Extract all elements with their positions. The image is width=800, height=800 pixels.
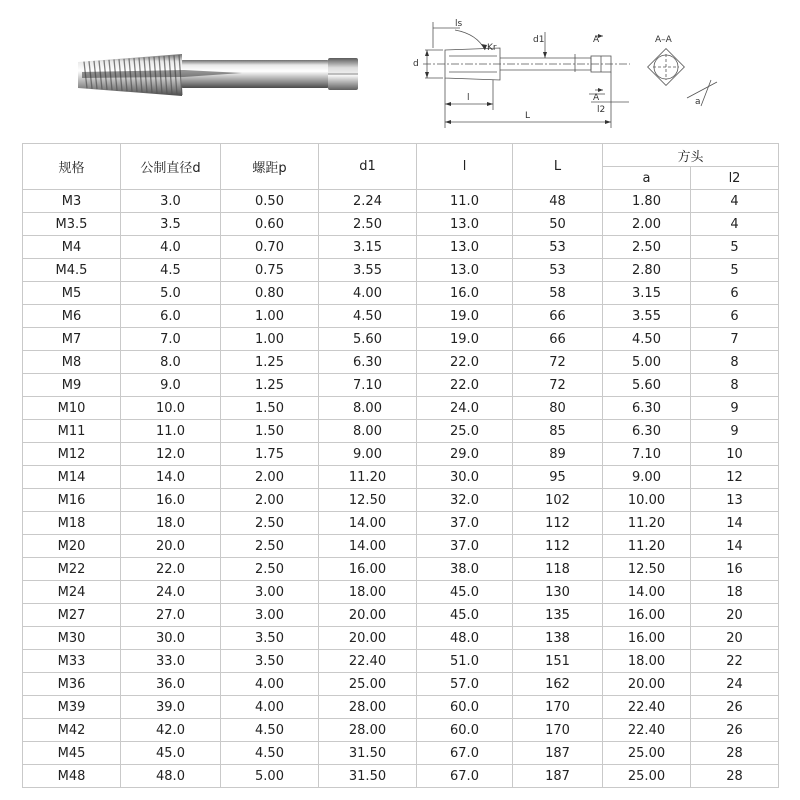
cell-l: 13.0	[417, 236, 513, 259]
cell-d1: 20.00	[319, 627, 417, 650]
cell-pitch: 3.50	[221, 627, 319, 650]
cell-l: 37.0	[417, 535, 513, 558]
cell-l: 24.0	[417, 397, 513, 420]
cell-a: 6.30	[603, 420, 691, 443]
cell-d1: 11.20	[319, 466, 417, 489]
tap-spec-table	[22, 143, 779, 788]
table-row	[23, 259, 779, 282]
table-row	[23, 719, 779, 742]
cell-l2: 22	[691, 650, 779, 673]
cell-d1: 8.00	[319, 397, 417, 420]
table-row	[23, 673, 779, 696]
header-a: a	[603, 167, 691, 190]
cell-spec: M22	[23, 558, 121, 581]
cell-l: 51.0	[417, 650, 513, 673]
cell-pitch: 1.75	[221, 443, 319, 466]
cell-l2: 24	[691, 673, 779, 696]
cell-pitch: 1.00	[221, 328, 319, 351]
cell-a: 10.00	[603, 489, 691, 512]
cell-l: 45.0	[417, 581, 513, 604]
cell-spec: M20	[23, 535, 121, 558]
cell-pitch: 4.00	[221, 696, 319, 719]
table-row	[23, 236, 779, 259]
cell-spec: M42	[23, 719, 121, 742]
cell-spec: M6	[23, 305, 121, 328]
cell-l: 13.0	[417, 259, 513, 282]
cell-L: 72	[513, 351, 603, 374]
cell-pitch: 0.70	[221, 236, 319, 259]
cell-nominal-d: 20.0	[121, 535, 221, 558]
cell-nominal-d: 11.0	[121, 420, 221, 443]
table-row	[23, 742, 779, 765]
cell-d1: 9.00	[319, 443, 417, 466]
cell-d1: 31.50	[319, 765, 417, 788]
cell-d1: 4.00	[319, 282, 417, 305]
cell-nominal-d: 27.0	[121, 604, 221, 627]
cell-l2: 6	[691, 305, 779, 328]
cell-l: 30.0	[417, 466, 513, 489]
cell-l2: 7	[691, 328, 779, 351]
cell-nominal-d: 3.0	[121, 190, 221, 213]
cell-l2: 12	[691, 466, 779, 489]
cell-l: 32.0	[417, 489, 513, 512]
cell-spec: M4.5	[23, 259, 121, 282]
cell-pitch: 0.50	[221, 190, 319, 213]
cell-L: 170	[513, 719, 603, 742]
cell-a: 7.10	[603, 443, 691, 466]
cell-spec: M8	[23, 351, 121, 374]
cell-d1: 6.30	[319, 351, 417, 374]
cell-l2: 20	[691, 604, 779, 627]
cell-l2: 6	[691, 282, 779, 305]
cell-l2: 13	[691, 489, 779, 512]
table-row	[23, 604, 779, 627]
cell-L: 53	[513, 259, 603, 282]
cell-l: 38.0	[417, 558, 513, 581]
cell-nominal-d: 3.5	[121, 213, 221, 236]
cell-d1: 2.24	[319, 190, 417, 213]
cell-pitch: 1.25	[221, 374, 319, 397]
cell-nominal-d: 4.5	[121, 259, 221, 282]
cell-nominal-d: 12.0	[121, 443, 221, 466]
tap-photo	[72, 40, 368, 110]
header-nominal-diameter: 公制直径d	[121, 144, 221, 190]
cell-a: 2.80	[603, 259, 691, 282]
cell-nominal-d: 45.0	[121, 742, 221, 765]
cell-a: 2.00	[603, 213, 691, 236]
cell-a: 11.20	[603, 512, 691, 535]
label-l: l	[467, 93, 470, 103]
cell-l2: 4	[691, 190, 779, 213]
header-spec: 规格	[23, 144, 121, 190]
cell-pitch: 1.00	[221, 305, 319, 328]
table-row	[23, 765, 779, 788]
label-ls: ls	[455, 19, 463, 29]
cell-spec: M14	[23, 466, 121, 489]
cell-l: 19.0	[417, 305, 513, 328]
cell-d1: 25.00	[319, 673, 417, 696]
cell-l2: 28	[691, 742, 779, 765]
cell-nominal-d: 16.0	[121, 489, 221, 512]
cell-nominal-d: 4.0	[121, 236, 221, 259]
cell-l2: 28	[691, 765, 779, 788]
cell-d1: 8.00	[319, 420, 417, 443]
cell-pitch: 3.50	[221, 650, 319, 673]
cell-spec: M16	[23, 489, 121, 512]
cell-l: 25.0	[417, 420, 513, 443]
tap-technical-drawing	[405, 14, 795, 136]
cell-nominal-d: 9.0	[121, 374, 221, 397]
cell-spec: M9	[23, 374, 121, 397]
table-row	[23, 328, 779, 351]
cell-a: 11.20	[603, 535, 691, 558]
cell-l2: 16	[691, 558, 779, 581]
cell-l: 37.0	[417, 512, 513, 535]
cell-nominal-d: 36.0	[121, 673, 221, 696]
cell-L: 102	[513, 489, 603, 512]
cell-l2: 14	[691, 535, 779, 558]
header-d1: d1	[319, 144, 417, 190]
cell-pitch: 4.00	[221, 673, 319, 696]
cell-d1: 2.50	[319, 213, 417, 236]
cell-l2: 20	[691, 627, 779, 650]
cell-nominal-d: 14.0	[121, 466, 221, 489]
header-square-head: 方头	[603, 144, 779, 167]
cell-L: 130	[513, 581, 603, 604]
cell-nominal-d: 7.0	[121, 328, 221, 351]
header-L: L	[513, 144, 603, 190]
cell-l: 16.0	[417, 282, 513, 305]
cell-pitch: 1.50	[221, 420, 319, 443]
cell-L: 138	[513, 627, 603, 650]
cell-l: 67.0	[417, 765, 513, 788]
table-row	[23, 650, 779, 673]
cell-L: 48	[513, 190, 603, 213]
cell-spec: M33	[23, 650, 121, 673]
table-body	[23, 190, 779, 788]
cell-a: 5.00	[603, 351, 691, 374]
cell-a: 4.50	[603, 328, 691, 351]
cell-nominal-d: 8.0	[121, 351, 221, 374]
cell-nominal-d: 5.0	[121, 282, 221, 305]
table-header	[23, 144, 779, 190]
cell-a: 16.00	[603, 627, 691, 650]
cell-L: 53	[513, 236, 603, 259]
table-row	[23, 282, 779, 305]
label-L: L	[525, 111, 531, 121]
cell-l2: 26	[691, 719, 779, 742]
cell-d1: 14.00	[319, 535, 417, 558]
cell-L: 112	[513, 512, 603, 535]
cell-L: 72	[513, 374, 603, 397]
cell-pitch: 1.25	[221, 351, 319, 374]
cell-l2: 9	[691, 397, 779, 420]
cell-pitch: 2.50	[221, 558, 319, 581]
cell-a: 6.30	[603, 397, 691, 420]
cell-pitch: 2.00	[221, 466, 319, 489]
cell-pitch: 2.50	[221, 512, 319, 535]
table-row	[23, 213, 779, 236]
table-row	[23, 397, 779, 420]
cell-d1: 18.00	[319, 581, 417, 604]
cell-d1: 16.00	[319, 558, 417, 581]
cell-spec: M3	[23, 190, 121, 213]
cell-spec: M45	[23, 742, 121, 765]
cell-L: 162	[513, 673, 603, 696]
cell-pitch: 5.00	[221, 765, 319, 788]
label-kr: Kr	[487, 43, 497, 53]
cell-nominal-d: 18.0	[121, 512, 221, 535]
table-row	[23, 512, 779, 535]
cell-d1: 7.10	[319, 374, 417, 397]
cell-a: 5.60	[603, 374, 691, 397]
cell-pitch: 4.50	[221, 742, 319, 765]
table-row	[23, 190, 779, 213]
cell-a: 2.50	[603, 236, 691, 259]
cell-l: 11.0	[417, 190, 513, 213]
cell-l2: 10	[691, 443, 779, 466]
cell-l: 22.0	[417, 374, 513, 397]
cell-l: 60.0	[417, 719, 513, 742]
cell-a: 1.80	[603, 190, 691, 213]
cell-L: 80	[513, 397, 603, 420]
cell-L: 151	[513, 650, 603, 673]
label-a-dim: a	[695, 97, 701, 107]
table-row	[23, 443, 779, 466]
cell-a: 20.00	[603, 673, 691, 696]
cell-spec: M7	[23, 328, 121, 351]
cell-l: 48.0	[417, 627, 513, 650]
label-d: d	[413, 59, 419, 69]
cell-spec: M39	[23, 696, 121, 719]
cell-L: 89	[513, 443, 603, 466]
cell-l: 22.0	[417, 351, 513, 374]
cell-d1: 4.50	[319, 305, 417, 328]
cell-l: 57.0	[417, 673, 513, 696]
cell-d1: 20.00	[319, 604, 417, 627]
cell-l: 29.0	[417, 443, 513, 466]
label-a-bottom: A	[593, 93, 600, 103]
header-l: l	[417, 144, 513, 190]
cell-nominal-d: 42.0	[121, 719, 221, 742]
cell-pitch: 2.50	[221, 535, 319, 558]
cell-spec: M30	[23, 627, 121, 650]
cell-a: 18.00	[603, 650, 691, 673]
cell-nominal-d: 22.0	[121, 558, 221, 581]
cell-l: 67.0	[417, 742, 513, 765]
table-row	[23, 489, 779, 512]
cell-a: 25.00	[603, 765, 691, 788]
table-row	[23, 374, 779, 397]
label-d1: d1	[533, 35, 545, 45]
cell-L: 58	[513, 282, 603, 305]
cell-L: 187	[513, 742, 603, 765]
cell-l2: 5	[691, 259, 779, 282]
cell-L: 66	[513, 305, 603, 328]
cell-l2: 14	[691, 512, 779, 535]
cell-spec: M5	[23, 282, 121, 305]
table-row	[23, 535, 779, 558]
label-a-top: A	[593, 35, 600, 45]
cell-nominal-d: 10.0	[121, 397, 221, 420]
cell-L: 187	[513, 765, 603, 788]
cell-nominal-d: 24.0	[121, 581, 221, 604]
cell-L: 118	[513, 558, 603, 581]
cell-spec: M11	[23, 420, 121, 443]
cell-pitch: 3.00	[221, 604, 319, 627]
label-section: A–A	[655, 35, 672, 45]
table-row	[23, 351, 779, 374]
cell-l2: 26	[691, 696, 779, 719]
cell-d1: 12.50	[319, 489, 417, 512]
cell-pitch: 0.60	[221, 213, 319, 236]
table-row	[23, 581, 779, 604]
cell-a: 22.40	[603, 696, 691, 719]
cell-spec: M12	[23, 443, 121, 466]
cell-d1: 5.60	[319, 328, 417, 351]
cell-spec: M10	[23, 397, 121, 420]
cell-l: 13.0	[417, 213, 513, 236]
header-l2: l2	[691, 167, 779, 190]
cell-nominal-d: 6.0	[121, 305, 221, 328]
table-row	[23, 558, 779, 581]
cell-L: 112	[513, 535, 603, 558]
cell-spec: M27	[23, 604, 121, 627]
cell-l2: 5	[691, 236, 779, 259]
cell-L: 85	[513, 420, 603, 443]
cell-pitch: 0.80	[221, 282, 319, 305]
cell-pitch: 1.50	[221, 397, 319, 420]
cell-spec: M24	[23, 581, 121, 604]
cell-L: 135	[513, 604, 603, 627]
cell-l: 60.0	[417, 696, 513, 719]
cell-L: 66	[513, 328, 603, 351]
cell-l2: 4	[691, 213, 779, 236]
cell-a: 16.00	[603, 604, 691, 627]
cell-nominal-d: 39.0	[121, 696, 221, 719]
cell-l2: 9	[691, 420, 779, 443]
cell-l2: 8	[691, 374, 779, 397]
cell-a: 25.00	[603, 742, 691, 765]
cell-pitch: 4.50	[221, 719, 319, 742]
table-row	[23, 420, 779, 443]
cell-L: 50	[513, 213, 603, 236]
cell-a: 3.15	[603, 282, 691, 305]
cell-a: 22.40	[603, 719, 691, 742]
cell-a: 3.55	[603, 305, 691, 328]
cell-d1: 3.15	[319, 236, 417, 259]
cell-l: 19.0	[417, 328, 513, 351]
cell-nominal-d: 48.0	[121, 765, 221, 788]
cell-pitch: 3.00	[221, 581, 319, 604]
cell-spec: M36	[23, 673, 121, 696]
cell-spec: M18	[23, 512, 121, 535]
table-row	[23, 696, 779, 719]
cell-l2: 18	[691, 581, 779, 604]
header-pitch: 螺距p	[221, 144, 319, 190]
cell-spec: M3.5	[23, 213, 121, 236]
cell-L: 95	[513, 466, 603, 489]
table-row	[23, 305, 779, 328]
cell-d1: 28.00	[319, 696, 417, 719]
table-row	[23, 627, 779, 650]
cell-spec: M4	[23, 236, 121, 259]
cell-d1: 31.50	[319, 742, 417, 765]
header-illustrations	[0, 0, 800, 138]
label-l2: l2	[597, 105, 606, 115]
cell-d1: 14.00	[319, 512, 417, 535]
cell-spec: M48	[23, 765, 121, 788]
cell-nominal-d: 30.0	[121, 627, 221, 650]
cell-l2: 8	[691, 351, 779, 374]
cell-l: 45.0	[417, 604, 513, 627]
cell-a: 12.50	[603, 558, 691, 581]
cell-d1: 22.40	[319, 650, 417, 673]
cell-d1: 3.55	[319, 259, 417, 282]
cell-a: 14.00	[603, 581, 691, 604]
table-row	[23, 466, 779, 489]
cell-nominal-d: 33.0	[121, 650, 221, 673]
cell-L: 170	[513, 696, 603, 719]
cell-d1: 28.00	[319, 719, 417, 742]
cell-pitch: 2.00	[221, 489, 319, 512]
cell-a: 9.00	[603, 466, 691, 489]
cell-pitch: 0.75	[221, 259, 319, 282]
